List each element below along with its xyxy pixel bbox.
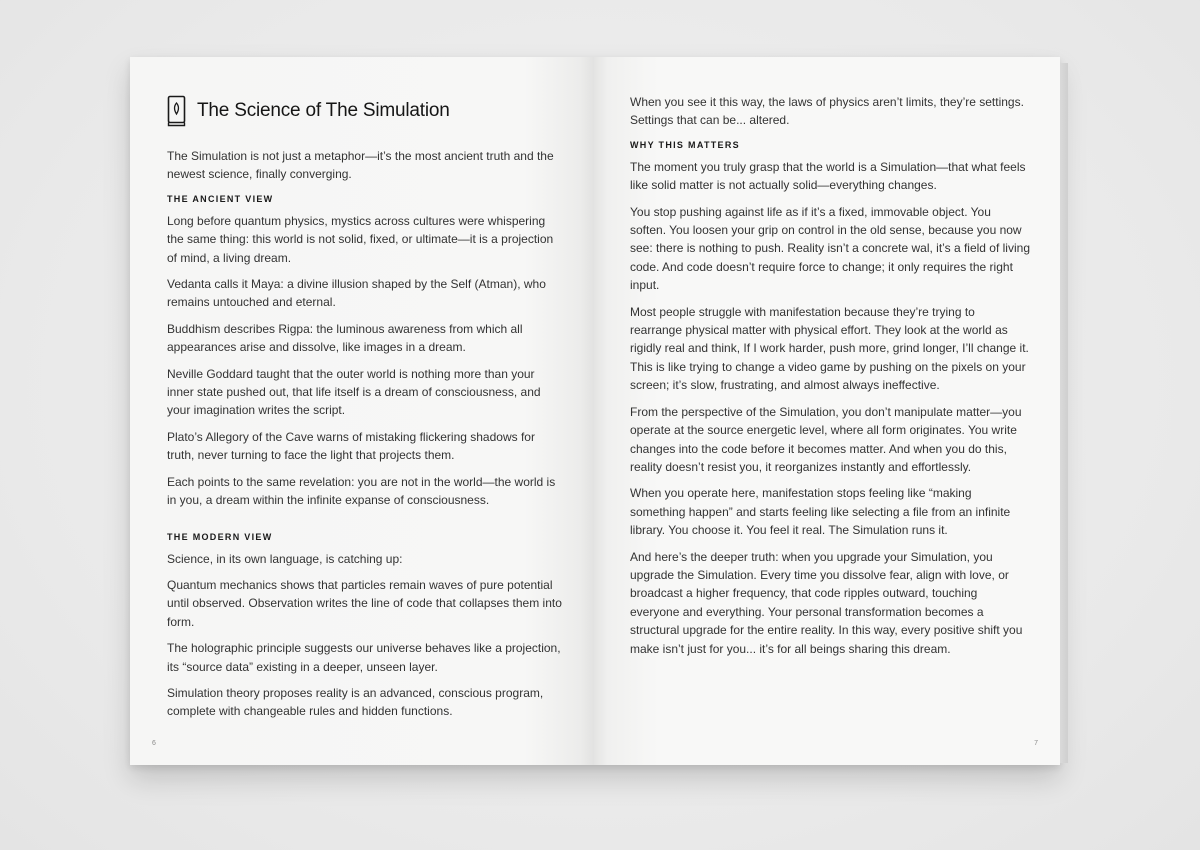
why-paragraph: And here’s the deeper truth: when you upgrade your Simulation, you upgrade the Simulation. Every time you dissolve fear, align with love, or broadcast a higher frequency, that code ripples outward, touching everyone and everything. Your personal transformation becomes a structural upgrade for the entire reality. In this way, every positive shift you make isn’t just for you... it’s for all beings sharing this dream. <box>630 549 1023 656</box>
ancient-paragraph: Buddhism describes Rigpa: the luminous awareness from which all appearances arise and dissolve, like images in a dream. <box>167 321 523 355</box>
chapter-header <box>167 93 562 129</box>
section-heading-modern: THE MODERN VIEW <box>167 531 273 542</box>
left-page-content <box>167 93 562 729</box>
ancient-paragraph: Neville Goddard taught that the outer world is nothing more than your inner state pushed out, that life itself is a dream of consciousness, and your imagination writes the script. <box>167 366 541 418</box>
page-stack-edge <box>1060 63 1068 763</box>
page-number-left: 6 <box>152 740 156 747</box>
book-icon <box>167 95 187 127</box>
right-page <box>594 57 1060 765</box>
intro-paragraph: When you see it this way, the laws of physics aren’t limits, they’re settings. Settings that can be... altered. <box>630 95 1024 128</box>
ancient-paragraph: Plato’s Allegory of the Cave warns of mistaking flickering shadows for truth, never turning to face the light that projects them. <box>167 429 535 463</box>
modern-paragraph: Simulation theory proposes reality is an advanced, conscious program, complete with changeable rules and hidden functions. <box>167 685 544 719</box>
why-paragraph: When you operate here, manifestation stops feeling like “making something happen” and starts feeling like selecting a file from an infinite library. You choose it. You feel it real. The Simulation runs it. <box>630 486 1011 538</box>
section-heading-ancient: THE ANCIENT VIEW <box>167 193 274 204</box>
why-paragraph: Most people struggle with manifestation because they’re trying to rearrange physical matter with physical effort. They look at the world as rigidly real and think, If I work harder, push more, grind longer, I’ll change it. This is like trying to change a video game by pushing on the pixels on your screen; it’s slow, frustrating, and almost always ineffective. <box>630 304 1029 393</box>
modern-paragraph: Science, in its own language, is catching up: <box>167 551 403 566</box>
open-book <box>130 57 1060 765</box>
why-paragraph: From the perspective of the Simulation, you don’t manipulate matter—you operate at the source energetic level, where all form originates. You write changes into the code before it becomes matter. And when you do this, reality doesn’t resist you, it reorganizes instantly and effortlessly. <box>630 404 1022 474</box>
left-page <box>130 57 594 765</box>
modern-paragraph: The holographic principle suggests our universe behaves like a projection, its “source data” existing in a deeper, unseen layer. <box>167 641 561 674</box>
ancient-paragraph: Each points to the same revelation: you are not in the world—the world is in you, a dream within the infinite expanse of consciousness. <box>167 474 556 508</box>
intro-paragraph: The Simulation is not just a metaphor—it’s the most ancient truth and the newest science, finally converging. <box>167 149 554 182</box>
ancient-paragraph: Long before quantum physics, mystics across cultures were whispering the same thing: this world is not solid, fixed, or ultimate—it is a projection of mind, a living dream. <box>167 213 554 265</box>
section-heading-why: WHY THIS MATTERS <box>630 139 740 150</box>
chapter-title: The Science of The Simulation <box>197 100 450 121</box>
page-number-right: 7 <box>1034 740 1038 747</box>
right-page-content <box>630 93 1030 666</box>
why-paragraph: The moment you truly grasp that the world is a Simulation—that what feels like solid matter is not actually solid—everything changes. <box>630 159 1026 193</box>
modern-paragraph: Quantum mechanics shows that particles remain waves of pure potential until observed. Observation writes the line of code that collapses them into form. <box>167 577 562 629</box>
why-paragraph: You stop pushing against life as if it’s a fixed, immovable object. You soften. You loosen your grip on control in the old sense, because you now see: there is nothing to push. Reality isn’t a concrete wal, it’s a field of living code. And code doesn’t require force to change; it only requires the right input. <box>630 204 1030 293</box>
ancient-paragraph: Vedanta calls it Maya: a divine illusion shaped by the Self (Atman), who remains untouched and eternal. <box>167 277 546 310</box>
